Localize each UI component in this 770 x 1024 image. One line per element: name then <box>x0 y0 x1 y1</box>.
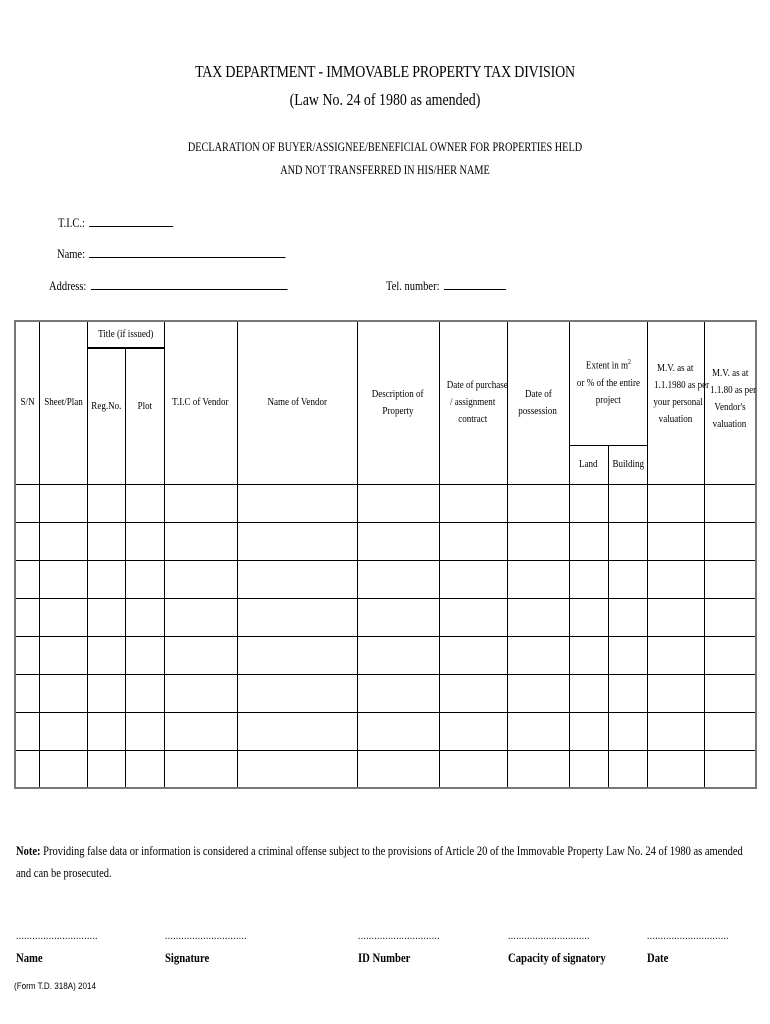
table-cell[interactable] <box>125 598 164 636</box>
table-cell[interactable] <box>608 598 647 636</box>
table-cell[interactable] <box>704 750 756 788</box>
header-date-purchase: Date of purchase / assignment contract <box>439 321 507 484</box>
table-cell[interactable] <box>704 522 756 560</box>
table-cell[interactable] <box>569 522 608 560</box>
table-cell[interactable] <box>39 522 87 560</box>
table-cell[interactable] <box>125 636 164 674</box>
legal-note <box>16 840 758 884</box>
table-cell[interactable] <box>439 484 507 522</box>
note-label: Note: <box>16 844 41 858</box>
table-cell[interactable] <box>507 712 569 750</box>
name-label: Name: <box>57 247 85 261</box>
table-cell[interactable] <box>704 674 756 712</box>
table-cell[interactable] <box>439 522 507 560</box>
table-cell[interactable] <box>39 560 87 598</box>
table-cell[interactable] <box>647 636 704 674</box>
table-cell[interactable] <box>87 674 125 712</box>
property-table <box>14 320 757 789</box>
table-cell[interactable] <box>357 674 439 712</box>
table-cell[interactable] <box>357 712 439 750</box>
table-cell[interactable] <box>87 750 125 788</box>
header-date-possession: Date of possession <box>507 321 569 484</box>
address-label: Address: <box>49 279 87 293</box>
table-row <box>15 522 756 560</box>
table-row <box>15 712 756 750</box>
note-text: Providing false data or information is considered a criminal offense subject to the provisions of Article 20 of the Immovable Property Law No. 24 of 1980 as amended and can be prosecuted. <box>16 844 743 880</box>
table-cell[interactable] <box>608 522 647 560</box>
table-cell[interactable] <box>39 674 87 712</box>
table-cell[interactable] <box>608 636 647 674</box>
table-cell[interactable] <box>164 484 237 522</box>
table-cell[interactable] <box>507 750 569 788</box>
table-cell[interactable] <box>164 636 237 674</box>
table-cell[interactable] <box>164 522 237 560</box>
name-field[interactable] <box>57 247 286 262</box>
capacity-dots[interactable]: .............................. <box>508 930 590 942</box>
table-cell[interactable] <box>237 484 357 522</box>
table-cell[interactable] <box>87 522 125 560</box>
table-cell[interactable] <box>439 636 507 674</box>
tel-field[interactable] <box>386 279 506 294</box>
header-sn: S/N <box>15 321 39 484</box>
table-cell[interactable] <box>15 712 39 750</box>
table-cell[interactable] <box>357 484 439 522</box>
address-line[interactable] <box>91 279 288 290</box>
table-cell[interactable] <box>125 712 164 750</box>
table-cell[interactable] <box>87 484 125 522</box>
signature-label: Signature <box>165 950 210 965</box>
table-cell[interactable] <box>15 674 39 712</box>
header-title-if-issued: Title (if issued) <box>87 321 164 348</box>
table-row <box>15 636 756 674</box>
name-signature-label: Name <box>16 950 43 965</box>
table-cell[interactable] <box>164 750 237 788</box>
table-cell[interactable] <box>15 522 39 560</box>
header-mv-personal: M.V. as at 1.1.1980 as per your personal valuation <box>647 321 704 484</box>
table-cell[interactable] <box>569 750 608 788</box>
table-cell[interactable] <box>507 522 569 560</box>
table-cell[interactable] <box>569 636 608 674</box>
table-cell[interactable] <box>87 712 125 750</box>
table-cell[interactable] <box>164 674 237 712</box>
name-dots[interactable]: .............................. <box>16 930 98 942</box>
table-cell[interactable] <box>647 598 704 636</box>
table-cell[interactable] <box>647 712 704 750</box>
table-cell[interactable] <box>647 674 704 712</box>
table-cell[interactable] <box>125 484 164 522</box>
table-cell[interactable] <box>15 598 39 636</box>
table-cell[interactable] <box>237 712 357 750</box>
header-land: Land <box>569 445 608 484</box>
table-cell[interactable] <box>39 750 87 788</box>
table-cell[interactable] <box>507 636 569 674</box>
table-row <box>15 598 756 636</box>
table-cell[interactable] <box>125 522 164 560</box>
table-cell[interactable] <box>237 750 357 788</box>
table-cell[interactable] <box>507 560 569 598</box>
table-cell[interactable] <box>608 560 647 598</box>
table-cell[interactable] <box>704 712 756 750</box>
table-cell[interactable] <box>507 674 569 712</box>
table-row <box>15 750 756 788</box>
form-title: TAX DEPARTMENT - IMMOVABLE PROPERTY TAX DIVISION <box>195 62 575 81</box>
table-cell[interactable] <box>39 636 87 674</box>
table-cell[interactable] <box>164 598 237 636</box>
table-cell[interactable] <box>15 484 39 522</box>
header-sheet-plan: Sheet/Plan <box>39 321 87 484</box>
table-cell[interactable] <box>39 598 87 636</box>
table-cell[interactable] <box>357 636 439 674</box>
table-cell[interactable] <box>608 674 647 712</box>
table-cell[interactable] <box>439 712 507 750</box>
table-cell[interactable] <box>125 674 164 712</box>
table-cell[interactable] <box>237 560 357 598</box>
table-cell[interactable] <box>125 750 164 788</box>
table-row <box>15 560 756 598</box>
table-cell[interactable] <box>357 522 439 560</box>
header-extent: Extent in $m^2$ or % of the entire project <box>569 321 647 445</box>
header-tic-vendor: T.I.C of Vendor <box>164 321 237 484</box>
declaration-heading-line1: DECLARATION OF BUYER/ASSIGNEE/BENEFICIAL OWNER FOR PROPERTIES HELD <box>187 140 583 154</box>
table-cell[interactable] <box>357 750 439 788</box>
table-cell[interactable] <box>237 598 357 636</box>
table-cell[interactable] <box>439 750 507 788</box>
table-cell[interactable] <box>237 674 357 712</box>
header-building: Building <box>608 445 647 484</box>
tel-line[interactable] <box>444 279 506 290</box>
table-cell[interactable] <box>439 598 507 636</box>
id-number-label: ID Number <box>358 950 411 965</box>
table-cell[interactable] <box>569 712 608 750</box>
law-reference: (Law No. 24 of 1980 as amended) <box>289 90 481 109</box>
table-cell[interactable] <box>507 484 569 522</box>
table-cell[interactable] <box>647 750 704 788</box>
date-label: Date <box>647 950 669 965</box>
table-cell[interactable] <box>704 560 756 598</box>
id-number-dots[interactable]: .............................. <box>358 930 440 942</box>
form-number: (Form T.D. 318A) 2014 <box>14 981 96 992</box>
table-cell[interactable] <box>647 522 704 560</box>
table-cell[interactable] <box>87 636 125 674</box>
table-cell[interactable] <box>87 598 125 636</box>
table-cell[interactable] <box>704 598 756 636</box>
table-cell[interactable] <box>237 636 357 674</box>
declaration-heading-line2: AND NOT TRANSFERRED IN HIS/HER NAME <box>280 163 490 177</box>
table-cell[interactable] <box>647 560 704 598</box>
table-cell[interactable] <box>569 598 608 636</box>
table-cell[interactable] <box>357 560 439 598</box>
table-cell[interactable] <box>647 484 704 522</box>
table-cell[interactable] <box>15 750 39 788</box>
table-cell[interactable] <box>357 598 439 636</box>
table-cell[interactable] <box>569 674 608 712</box>
table-cell[interactable] <box>439 674 507 712</box>
header-mv-vendor: M.V. as at 1.1.80 as per Vendor's valuation <box>704 321 756 484</box>
table-cell[interactable] <box>15 636 39 674</box>
signature-dots[interactable]: .............................. <box>165 930 247 942</box>
table-cell[interactable] <box>125 560 164 598</box>
date-dots[interactable]: .............................. <box>647 930 729 942</box>
tic-label: T.I.C.: <box>58 216 85 230</box>
table-cell[interactable] <box>39 712 87 750</box>
table-cell[interactable] <box>569 560 608 598</box>
header-reg-no: Reg.No. <box>87 348 125 484</box>
table-cell[interactable] <box>704 636 756 674</box>
capacity-label: Capacity of signatory <box>508 950 606 965</box>
table-cell[interactable] <box>39 484 87 522</box>
table-cell[interactable] <box>15 560 39 598</box>
table-cell[interactable] <box>704 484 756 522</box>
table-cell[interactable] <box>507 598 569 636</box>
name-line[interactable] <box>89 247 286 258</box>
table-cell[interactable] <box>608 484 647 522</box>
tel-label: Tel. number: <box>386 279 440 293</box>
table-cell[interactable] <box>237 522 357 560</box>
address-field[interactable] <box>49 279 287 294</box>
table-cell[interactable] <box>569 484 608 522</box>
table-cell[interactable] <box>87 560 125 598</box>
extent-superscript: 2 <box>627 358 631 367</box>
table-cell[interactable] <box>164 712 237 750</box>
table-cell[interactable] <box>439 560 507 598</box>
table-cell[interactable] <box>608 712 647 750</box>
tic-line[interactable] <box>89 216 173 227</box>
header-plot: Plot <box>125 348 164 484</box>
table-cell[interactable] <box>164 560 237 598</box>
header-description: Description of Property <box>357 321 439 484</box>
table-row <box>15 674 756 712</box>
table-row <box>15 484 756 522</box>
tic-field[interactable] <box>58 216 173 231</box>
header-name-vendor: Name of Vendor <box>237 321 357 484</box>
table-cell[interactable] <box>608 750 647 788</box>
